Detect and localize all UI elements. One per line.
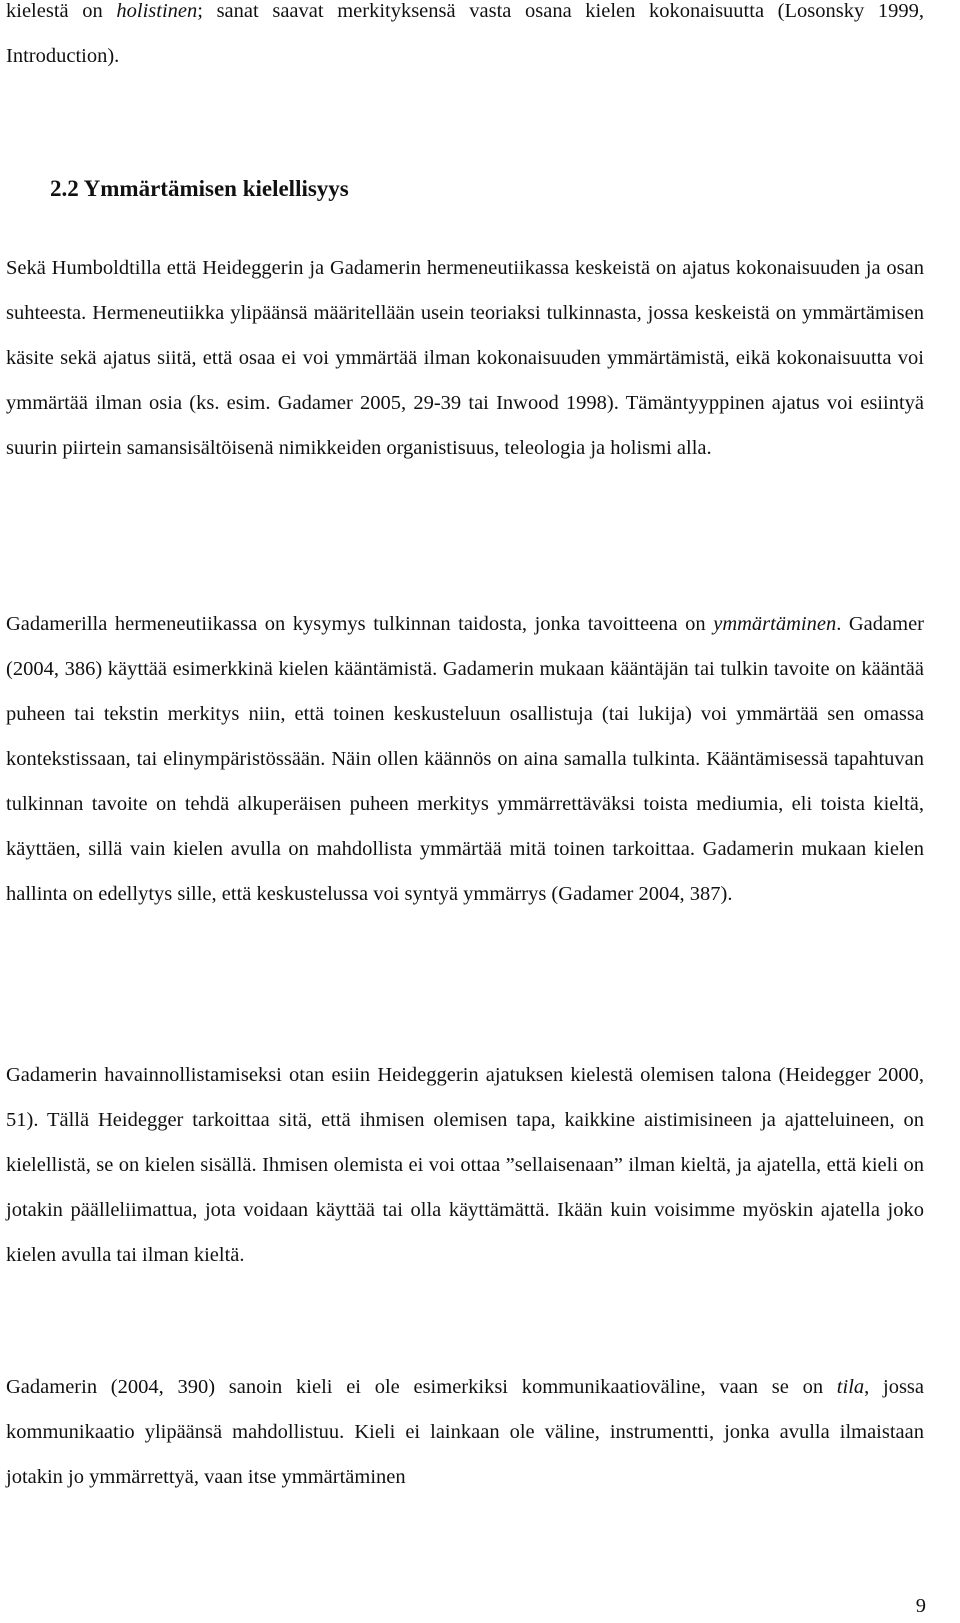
paragraph-tila (6, 1365, 924, 1500)
paragraph-intro (6, 0, 924, 79)
section-heading: 2.2 Ymmärtämisen kielellisyys (50, 176, 349, 201)
paragraph-humboldt: Sekä Humboldtilla että Heideggerin ja Gadamerin hermeneutiikassa keskeistä on ajatus kokonaisuuden ja osan suhteesta. Hermeneutiikka ylipäänsä määritellään usein teoriaksi tulkinnasta, jossa keskeistä on ymmärtämisen käsite sekä ajatus siitä, että osaa ei voi ymmärtää ilman kokonaisuuden ymmärtämistä, eikä kokonaisuutta voi ymmärtää ilman osia (ks. esim. Gadamer 2005, 29-39 tai Inwood 1998). Tämäntyyppinen ajatus voi esiintyä suurin piirtein samansisältöisenä nimikkeiden organistisuus, teleologia ja holismi alla. (6, 257, 924, 459)
paragraph-tila-emphasis: tila (836, 1376, 865, 1398)
paragraph-intro-text-start: kielestä on (6, 0, 117, 22)
page-number: 9 (915, 1595, 926, 1617)
paragraph-intro-text-end: ; sanat saavat merkityksensä vasta osana kielen kokonaisuutta (Losonsky 1999, Introduction). (6, 0, 924, 67)
paragraph-tila-text-start: Gadamerin (2004, 390) sanoin kieli ei ole esimerkiksi kommunikaatioväline, vaan se on (6, 1376, 837, 1398)
paragraph-tila-text-end: , jossa kommunikaatio ylipäänsä mahdollistuu. Kieli ei lainkaan ole väline, instrumentti, jonka avulla ilmaistaan jotakin jo ymmärrettyä, vaan itse ymmärtäminen (6, 1376, 924, 1488)
paragraph-gadamer-text-start: Gadamerilla hermeneutiikassa on kysymys tulkinnan taidosta, jonka tavoitteena on (6, 613, 714, 635)
paragraph-intro-emphasis: holistinen (116, 0, 198, 22)
paragraph-gadamer (6, 602, 924, 917)
paragraph-gadamer-emphasis: ymmärtäminen (713, 613, 837, 635)
paragraph-heidegger: Gadamerin havainnollistamiseksi otan esiin Heideggerin ajatuksen kielestä olemisen talona (Heidegger 2000, 51). Tällä Heidegger tarkoittaa sitä, että ihmisen olemisen tapa, kaikkine aistimisineen ja ajatteluineen, on kielellistä, se on kielen sisällä. Ihmisen olemista ei voi ottaa ”sellaisenaan” ilman kieltä, ja ajatella, että kieli on jotakin päälleliimattua, jota voidaan käyttää tai olla käyttämättä. Ikään kuin voisimme myöskin ajatella joko kielen avulla tai ilman kieltä. (6, 1064, 924, 1266)
paragraph-gadamer-text-end: . Gadamer (2004, 386) käyttää esimerkkinä kielen kääntämistä. Gadamerin mukaan kääntäjän tai tulkin tavoite on kääntää puheen tai tekstin merkitys niin, että toinen keskusteluun osallistuja (tai lukija) voi ymmärtää sen omassa kontekstissaan, tai elinympäristössään. Näin ollen käännös on aina samalla tulkinta. Kääntämisessä tapahtuvan tulkinnan tavoite on tehdä alkuperäisen puheen merkitys ymmärrettäväksi toista mediumia, eli toista kieltä, käyttäen, sillä vain kielen avulla on mahdollista ymmärtää mitä toinen tarkoittaa. Gadamerin mukaan kielen hallinta on edellytys sille, että keskustelussa voi syntyä ymmärrys (Gadamer 2004, 387). (6, 613, 924, 905)
